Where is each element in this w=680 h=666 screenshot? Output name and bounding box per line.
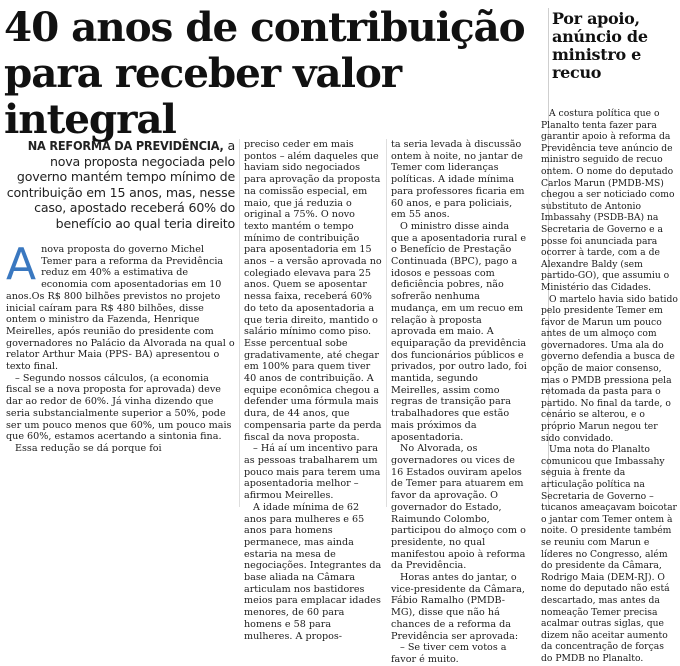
deck-kicker: NA REFORMA DA PREVIDÊNCIA, xyxy=(27,138,224,153)
deck xyxy=(6,138,235,232)
drop-cap: A xyxy=(6,239,37,290)
sidebar-paragraph: Uma nota do Planalto comunicou que Imbassahy seguia à frente da articulação política na Secretaria de Governo – tucanos ameaçavam boicotar o jantar com Temer ontem à noite. O presidente também se reuniu com Marun e líderes no Congresso, além do presidente da Câmara, Rodrigo Maia (DEM-RJ). O nome do deputado não está descartado, mas antes da nomeação Temer precisa acalmar outras siglas, que dizem não aceitar aumento da concentração de forças do PMDB no Planalto. xyxy=(541,444,677,664)
sidebar-title: Por apoio, anúncio de ministro e recuo xyxy=(552,9,648,82)
article-lead-text: nova proposta do governo Michel Temer para a reforma da Previdência reduz em 40% a estimativa de economia com aposentadorias em 10 anos.Os R$ 800 bilhões previstos no projeto inicial caíram para R$ 480 bilhões, disse ontem o ministro da Fazenda, Henrique Meirelles, após reunião do presidente com governadores no Palácio da Alvorada na qual o relator Arthur Maia (PPS- BA) apresentou o texto final. xyxy=(6,244,235,373)
article-paragraph xyxy=(6,239,235,373)
sidebar-article xyxy=(541,108,678,665)
headline: 40 anos de contribuição para receber valor integral xyxy=(4,3,525,143)
article-paragraph: Horas antes do jantar, o vice-presidente da Câmara, Fábio Ramalho (PMDB-MG), disse que não há chances de a reforma da Previdência ser aprovada: xyxy=(391,572,525,642)
article-paragraph: – Segundo nossos cálculos, (a economia fiscal se a nova proposta for aprovada) deve dar ao redor de 60%. Já vinha dizendo que seria substancialmente superior a 50%, pode ser um pouco menos que 60%, um pouco mais que 60%, estamos acertando a sintonia fina. xyxy=(6,372,232,443)
article-paragraph: – Há aí um incentivo para as pessoas trabalharem um pouco mais para terem uma aposentadoria melhor – afirmou Meirelles. xyxy=(244,443,381,502)
article-paragraph: O ministro disse ainda que a aposentadoria rural e o Benefício de Prestação Continuada (BPC), pago a idosos e pessoas com deficiência pobres, não sofrerão nenhuma mudança, em um recuo em relação à proposta aprovada em maio. A equiparação da previdência dos funcionários públicos e privados, por outro lado, foi mantida, segundo Meirelles, assim como regras de transição para trabalhadores que estão mais próximos da aposentadoria. xyxy=(391,220,527,443)
deck-text: a nova proposta negociada pelo governo mantém tempo mínimo de contribuição em 15 anos, mas, nesse caso, apostado receberá 60% do benefício ao qual teria direito xyxy=(6,138,235,231)
sidebar-paragraph: O martelo havia sido batido pelo presidente Temer em favor de Marun um pouco antes de um almoço com governadores. Uma ala do governo defendia a busca de opção de maior consenso, mas o PMDB pressiona pela retomada da pasta para o partido. No final da tarde, o cenário se alterou, e o próprio Marun negou ter sido convidado. xyxy=(541,293,678,444)
article-paragraph: – Se tiver cem votos a favor é muito. xyxy=(391,642,507,665)
article-paragraph: preciso ceder em mais pontos – além daqueles que haviam sido negociados para aprovação da proposta na comissão especial, em maio, que já reduzia o original a 75%. O novo texto mantém o tempo mínimo de contribuição para aposentadoria em 15 anos – a versão aprovada no colegiado elevava para 25 anos. Quem se aposentar nessa faixa, receberá 60% do teto da aposentadoria a que teria direito, mantido o salário mínimo como piso. Esse percentual sobe gradativamente, até chegar em 100% para quem tiver 40 anos de contribuição. A equipe econômica chegou a defender uma fórmula mais dura, de 44 anos, que compensaria parte da perda fiscal da nova proposta. xyxy=(244,139,382,443)
sidebar-paragraph: A costura política que o Planalto tenta fazer para garantir apoio à reforma da Previdência teve anúncio de ministro seguido de recuo ontem. O nome do deputado Carlos Marun (PMDB-MS) chegou a ser noticiado como substituto de Antonio Imbassahy (PSDB-BA) na Secretaria de Governo e a posse foi anunciada para ocorrer à tarde, com a de Alexandre Baldy (sem partido-GO), que assumiu o Ministério das Cidades. xyxy=(541,108,675,293)
article-column-1 xyxy=(6,239,235,455)
article-paragraph: A idade mínima de 62 anos para mulheres e 65 anos para homens permanece, mas ainda estaria na mesa de negociações. Integrantes da base aliada na Câmara articulam nos bastidores meios para emplacar idades menores, de 60 para homens e 58 para mulheres. A propos- xyxy=(244,501,382,642)
article-paragraph: No Alvorada, os governadores ou vices de 16 Estados ouviram apelos de Temer para atuarem em favor da aprovação. O governador do Estado, Raimundo Colombo, participou do almoço com o presidente, no qual manifestou apoio à reforma da Previdência. xyxy=(391,443,526,572)
column-divider xyxy=(386,139,387,507)
article-column-3 xyxy=(391,139,529,666)
column-divider xyxy=(239,139,240,507)
article-paragraph: Essa redução se dá porque foi xyxy=(15,442,162,454)
article-column-2 xyxy=(244,139,382,642)
article-paragraph: ta seria levada à discussão ontem à noite, no jantar de Temer com lideranças políticas. A idade mínima para professores ficaria em 60 anos, e para policiais, em 55 anos. xyxy=(391,139,525,221)
